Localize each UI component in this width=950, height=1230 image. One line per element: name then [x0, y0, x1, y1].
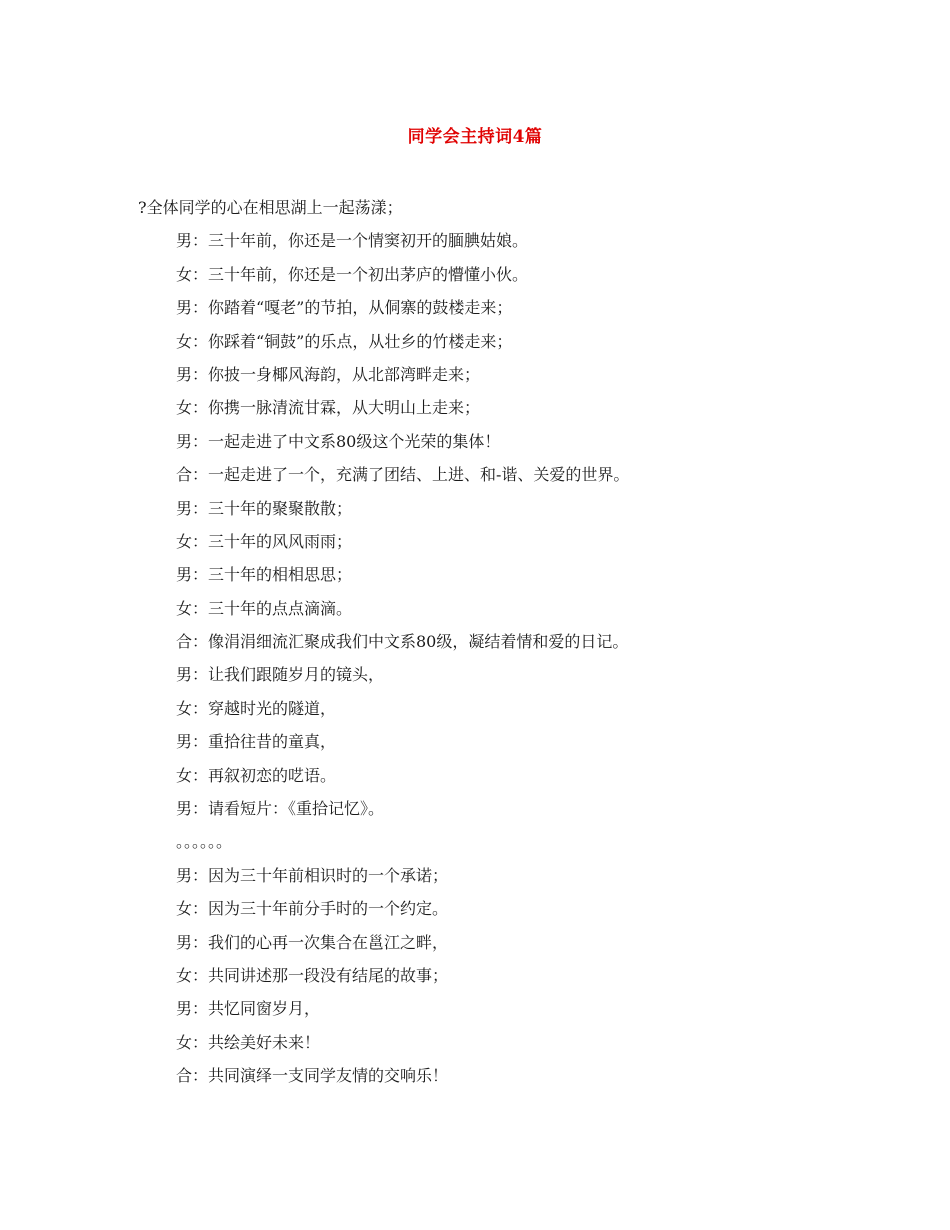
- paragraph-line: 男：你披一身椰风海韵，从北部湾畔走来；: [176, 364, 481, 384]
- paragraph-line: 男：三十年前，你还是一个情窦初开的腼腆姑娘。: [176, 231, 529, 251]
- paragraph-line: 女：你携一脉清流甘霖，从大明山上走来；: [176, 398, 481, 418]
- ellipsis-line: 。。。。。。: [176, 832, 233, 852]
- document-body: [138, 191, 858, 1093]
- paragraph-line: 合：像涓涓细流汇聚成我们中文系80级，凝结着情和爱的日记。: [176, 632, 629, 652]
- paragraph-line: ?全体同学的心在相思湖上一起荡漾；: [138, 198, 403, 217]
- paragraph-line: 男：三十年的相相思思；: [176, 565, 353, 585]
- paragraph-line: 男：共忆同窗岁月，: [176, 999, 321, 1019]
- paragraph-line: 合：一起走进了一个，充满了团结、上进、和-谐、关爱的世界。: [176, 465, 630, 485]
- paragraph-line: 男：一起走进了中文系80级这个光荣的集体！: [176, 431, 501, 451]
- paragraph-line: 男：让我们跟随岁月的镜头，: [176, 665, 385, 685]
- paragraph-line: 女：穿越时光的隧道，: [176, 698, 337, 718]
- paragraph-line: 男：三十年的聚聚散散；: [176, 498, 353, 518]
- paragraph-line: 女：三十年的风风雨雨；: [176, 531, 353, 551]
- document-title: 同学会主持词4篇: [407, 127, 543, 147]
- paragraph-line: 女：三十年的点点滴滴。: [176, 598, 353, 618]
- paragraph-line: 男：我们的心再一次集合在邕江之畔，: [176, 932, 449, 952]
- paragraph-line: 女：三十年前，你还是一个初出茅庐的懵懂小伙。: [176, 264, 529, 284]
- paragraph-line: 女：你踩着“铜鼓”的乐点，从壮乡的竹楼走来；: [176, 331, 513, 351]
- paragraph-line: 男：重拾往昔的童真，: [176, 732, 337, 752]
- paragraph-line: 合：共同演绎一支同学友情的交响乐！: [176, 1066, 449, 1086]
- paragraph-line: 男：你踏着“嘎老”的节拍，从侗寨的鼓楼走来；: [176, 298, 513, 318]
- paragraph-line: 女：共绘美好未来！: [176, 1032, 321, 1052]
- paragraph-line: 男：因为三十年前相识时的一个承诺；: [176, 865, 449, 885]
- paragraph-line: 女：因为三十年前分手时的一个约定。: [176, 899, 449, 919]
- paragraph-line: 女：再叙初恋的呓语。: [176, 765, 337, 785]
- paragraph-line: 女：共同讲述那一段没有结尾的故事；: [176, 965, 449, 985]
- paragraph-line: 男：请看短片：《重拾记忆》。: [176, 799, 385, 819]
